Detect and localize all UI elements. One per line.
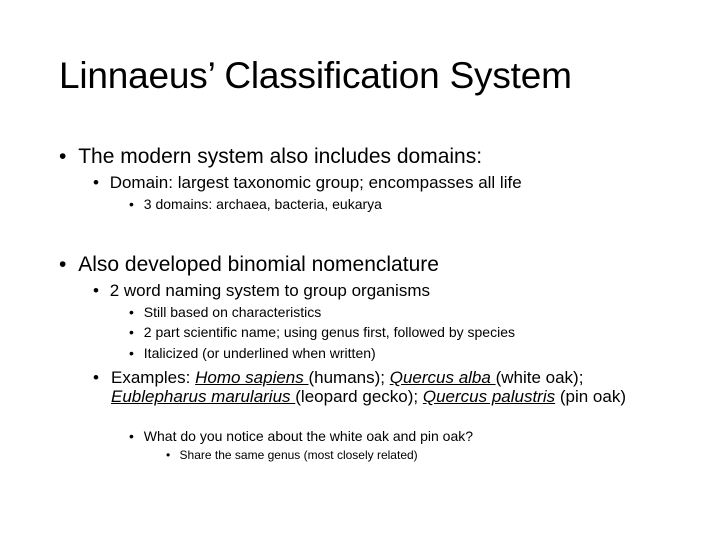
bullet-binomial	[59, 253, 439, 277]
common-name-white-oak: (white oak);	[495, 368, 584, 387]
bullet-text: Still based on characteristics	[143, 304, 322, 320]
scientific-name-quercus-alba: Quercus alba	[389, 368, 496, 387]
bullet-text: The modern system also includes domains:	[78, 145, 483, 168]
common-name-pin-oak: (pin oak)	[555, 387, 626, 407]
bullet-examples	[111, 368, 671, 406]
bullet-characteristics	[129, 304, 321, 320]
bullet-dot: •	[166, 448, 171, 462]
bullet-dot: •	[129, 428, 134, 444]
bullet-dot: •	[59, 253, 67, 276]
common-name-humans: (humans);	[308, 368, 390, 387]
bullet-dot: •	[129, 304, 134, 320]
bullet-dot: •	[129, 345, 134, 361]
bullet-dot: •	[59, 145, 67, 168]
bullet-dot: •	[129, 324, 134, 340]
examples-prefix: Examples:	[111, 368, 196, 387]
bullet-text: Share the same genus (most closely related)	[179, 448, 418, 462]
bullet-two-part	[129, 324, 515, 340]
bullet-dot: •	[93, 173, 99, 192]
bullet-text: Italicized (or underlined when written)	[143, 345, 376, 361]
bullet-dot: •	[129, 196, 134, 212]
bullet-text: What do you notice about the white oak and pin oak?	[143, 428, 474, 444]
slide-title: Linnaeus’ Classification System	[59, 55, 572, 96]
scientific-name-homo-sapiens: Homo sapiens	[195, 368, 309, 387]
bullet-examples-dot-line	[93, 368, 99, 388]
bullet-text: 2 word naming system to group organisms	[109, 281, 430, 300]
bullet-text: Also developed binomial nomenclature	[78, 253, 439, 276]
bullet-text: 2 part scientific name; using genus first, followed by species	[143, 324, 515, 340]
bullet-italicized	[129, 345, 376, 361]
bullet-text: Domain: largest taxonomic group; encompasses all life	[109, 173, 522, 192]
bullet-domain-definition	[93, 173, 522, 193]
bullet-two-word	[93, 281, 430, 301]
bullet-dot: •	[93, 368, 99, 387]
bullet-text: 3 domains: archaea, bacteria, eukarya	[143, 196, 382, 212]
scientific-name-quercus-palustris: Quercus palustris	[422, 387, 556, 407]
bullet-dot: •	[93, 281, 99, 300]
bullet-domains	[59, 145, 482, 169]
scientific-name-eublepharus: Eublepharus marularius	[111, 387, 296, 407]
bullet-three-domains	[129, 196, 382, 212]
bullet-same-genus	[166, 449, 418, 463]
common-name-leopard-gecko: (leopard gecko);	[295, 387, 423, 407]
bullet-notice-question	[129, 428, 473, 444]
